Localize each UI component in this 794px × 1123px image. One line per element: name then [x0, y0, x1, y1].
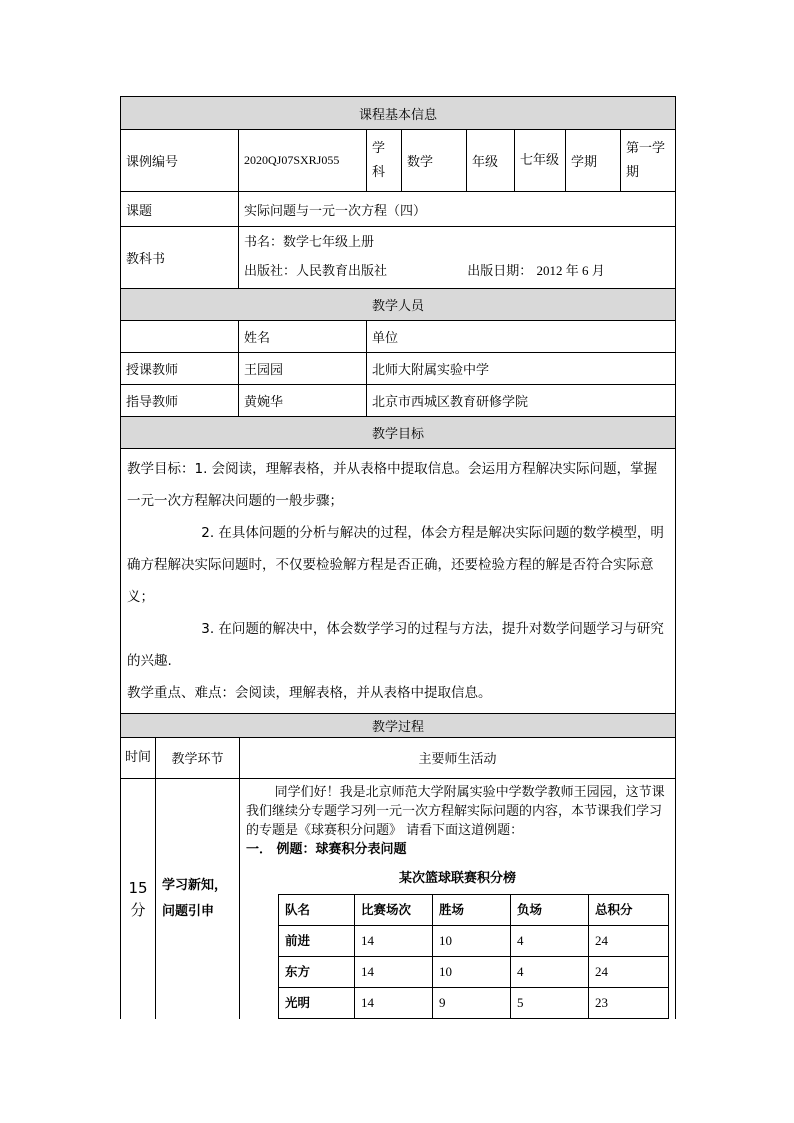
col-activity-header: 主要师生活动 — [240, 738, 676, 778]
topic-value: 实际问题与一元一次方程（四） — [239, 192, 676, 227]
total-points: 24 — [589, 925, 669, 956]
term-value: 第一学期 — [621, 130, 676, 192]
grade-label: 年级 — [467, 130, 515, 192]
time-value: 15分 — [121, 778, 156, 1019]
staff-unit: 北师大附属实验中学 — [367, 353, 676, 385]
losses: 4 — [511, 925, 589, 956]
staff-name: 王园园 — [239, 353, 367, 385]
staff-col-name: 姓名 — [239, 321, 367, 353]
process-header: 教学过程 — [121, 714, 676, 738]
stage-value: 学习新知，问题引申 — [156, 778, 240, 1019]
wins: 10 — [433, 925, 511, 956]
games-played: 14 — [355, 956, 433, 987]
grade-value: 七年级 — [515, 130, 566, 192]
total-points: 23 — [589, 987, 669, 1018]
example-heading: 一． 例题：球赛积分表问题 — [246, 841, 407, 857]
pub-date-label: 出版日期： — [467, 264, 533, 279]
total-points: 24 — [589, 956, 669, 987]
goals-header: 教学目标 — [121, 417, 676, 449]
games-played: 14 — [355, 925, 433, 956]
score-header-cell: 胜场 — [433, 894, 511, 925]
publisher: 出版社：人民教育出版社 — [244, 264, 388, 279]
textbook-label: 教科书 — [121, 227, 239, 289]
subject-label: 学科 — [367, 130, 402, 192]
intro-text: 同学们好！我是北京师范大学附属实验中学数学教师王园园，这节课我们继续分专题学习列一元一次方程解实际问题的内容，本节课我们学习的专题是《球赛积分问题》 请看下面这道例题： — [246, 784, 665, 838]
staff-role: 授课教师 — [121, 353, 239, 385]
case-id-label: 课例编号 — [121, 130, 239, 192]
activity-cell — [240, 778, 676, 1019]
lesson-plan-table — [120, 96, 676, 738]
score-table-header-row — [279, 894, 669, 925]
staff-header: 教学人员 — [121, 289, 676, 321]
team-name: 光明 — [279, 987, 355, 1018]
score-table — [278, 894, 669, 1019]
losses: 4 — [511, 956, 589, 987]
staff-empty-cell — [121, 321, 239, 353]
goal-1: 教学目标：1. 会阅读，理解表格，并从表格中提取信息。会运用方程解决实际问题，掌握一元一次方程解决问题的一般步骤； — [127, 461, 658, 509]
publisher-line — [244, 257, 670, 286]
games-played: 14 — [355, 987, 433, 1018]
staff-unit: 北京市西城区教育研修学院 — [367, 385, 676, 417]
score-table-row — [279, 925, 669, 956]
score-header-cell: 队名 — [279, 894, 355, 925]
lesson-plan-page — [120, 96, 675, 1019]
goal-2: 2. 在具体问题的分析与解决的过程，体会方程是解决实际问题的数学模型，明确方程解决实际问题时，不仅要检验解方程是否正确，还要检验方程的解是否符合实际意义； — [127, 525, 664, 605]
term-label: 学期 — [566, 130, 621, 192]
key-points: 教学重点、难点：会阅读，理解表格，并从表格中提取信息。 — [127, 685, 492, 701]
goals-body — [121, 449, 676, 714]
pub-date: 2012 年 6 月 — [536, 263, 605, 278]
col-time-header: 时间 — [121, 738, 156, 778]
wins: 10 — [433, 956, 511, 987]
staff-name: 黄婉华 — [239, 385, 367, 417]
staff-role: 指导教师 — [121, 385, 239, 417]
staff-row — [121, 385, 676, 417]
score-header-cell: 负场 — [511, 894, 589, 925]
goal-3: 3. 在问题的解决中，体会数学学习的过程与方法，提升对数学问题学习与研究的兴趣. — [127, 621, 664, 669]
staff-row — [121, 353, 676, 385]
book-name: 书名：数学七年级上册 — [244, 235, 375, 250]
team-name: 东方 — [279, 956, 355, 987]
score-table-row — [279, 956, 669, 987]
case-id-value: 2020QJ07SXRJ055 — [239, 130, 367, 192]
basic-info-header: 课程基本信息 — [121, 97, 676, 130]
team-name: 前进 — [279, 925, 355, 956]
process-table — [120, 738, 676, 1019]
subject-value: 数学 — [402, 130, 467, 192]
score-header-cell: 比赛场次 — [355, 894, 433, 925]
staff-col-unit: 单位 — [367, 321, 676, 353]
losses: 5 — [511, 987, 589, 1018]
col-stage-header: 教学环节 — [156, 738, 240, 778]
score-table-row — [279, 987, 669, 1018]
wins: 9 — [433, 987, 511, 1018]
score-header-cell: 总积分 — [589, 894, 669, 925]
topic-label: 课题 — [121, 192, 239, 227]
score-table-title: 某次篮球联赛积分榜 — [398, 870, 516, 886]
